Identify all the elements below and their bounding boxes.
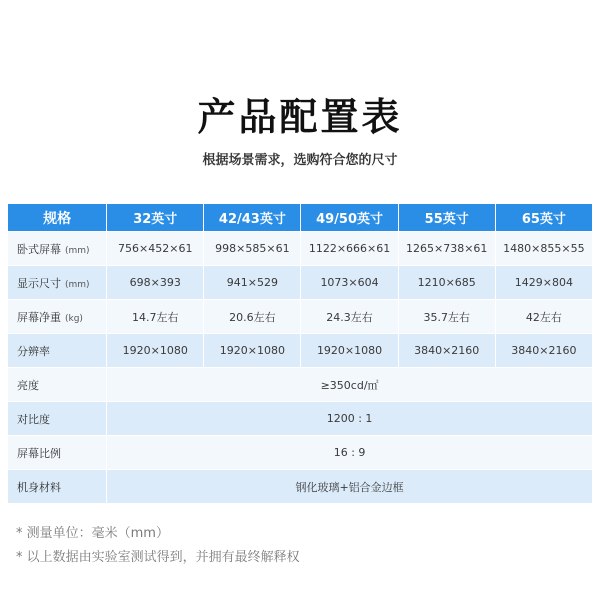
page-title: 产品配置表 [197,95,403,139]
column-header-42-43: 42/43英寸 [204,204,300,231]
table-cell: 698×393 [107,266,203,299]
table-cell: 1210×685 [399,266,495,299]
table-cell: 35.7左右 [399,300,495,333]
table-cell: 941×529 [204,266,300,299]
table-row [8,402,592,435]
column-header-65: 65英寸 [496,204,592,231]
row-label-text: 分辨率 [17,344,50,358]
merged-cell: 1200 : 1 [107,402,592,435]
row-label [8,232,106,265]
table-row [8,334,592,367]
row-label: 屏幕比例 [8,436,106,469]
table-cell: 24.3左右 [301,300,397,333]
table-header-row [8,204,592,231]
table-cell: 998×585×61 [204,232,300,265]
table-row [8,436,592,469]
table-cell: 756×452×61 [107,232,203,265]
table-row [8,300,592,333]
table-row [8,266,592,299]
row-label: 对比度 [8,402,106,435]
table-cell: 20.6左右 [204,300,300,333]
row-label-text: 卧式屏幕 [17,242,61,256]
page-subtitle: 根据场景需求，选购符合您的尺寸 [202,153,398,168]
row-label: 亮度 [8,368,106,401]
merged-cell: ≥350cd/㎡ [107,368,592,401]
row-label-text: 显示尺寸 [17,276,61,290]
footnote-unit: * 测量单位：毫米（mm） [16,526,169,541]
row-label-text: 屏幕净重 [17,310,61,324]
row-label-unit: (kg) [65,313,83,324]
table-cell: 1920×1080 [107,334,203,367]
row-label: 机身材料 [8,470,106,503]
column-header-32: 32英寸 [107,204,203,231]
merged-cell: 钢化玻璃+铝合金边框 [107,470,592,503]
table-cell: 3840×2160 [496,334,592,367]
table-row [8,470,592,503]
table-cell: 14.7左右 [107,300,203,333]
table-cell: 42左右 [496,300,592,333]
column-header-spec: 规格 [8,204,106,231]
footnotes [16,522,300,570]
table-row [8,368,592,401]
footnote-disclaimer: * 以上数据由实验室测试得到，并拥有最终解释权 [16,550,300,565]
table-cell: 1920×1080 [301,334,397,367]
table-cell: 1073×604 [301,266,397,299]
row-label [8,300,106,333]
row-label [8,334,106,367]
table-cell: 3840×2160 [399,334,495,367]
table-cell: 1920×1080 [204,334,300,367]
row-label-unit: (mm) [65,279,90,290]
table-cell: 1265×738×61 [399,232,495,265]
row-label-unit: (mm) [65,245,90,256]
table-row [8,232,592,265]
spec-table [7,203,593,504]
column-header-49-50: 49/50英寸 [301,204,397,231]
column-header-55: 55英寸 [399,204,495,231]
table-cell: 1429×804 [496,266,592,299]
merged-cell: 16 : 9 [107,436,592,469]
row-label [8,266,106,299]
table-cell: 1480×855×55 [496,232,592,265]
table-cell: 1122×666×61 [301,232,397,265]
